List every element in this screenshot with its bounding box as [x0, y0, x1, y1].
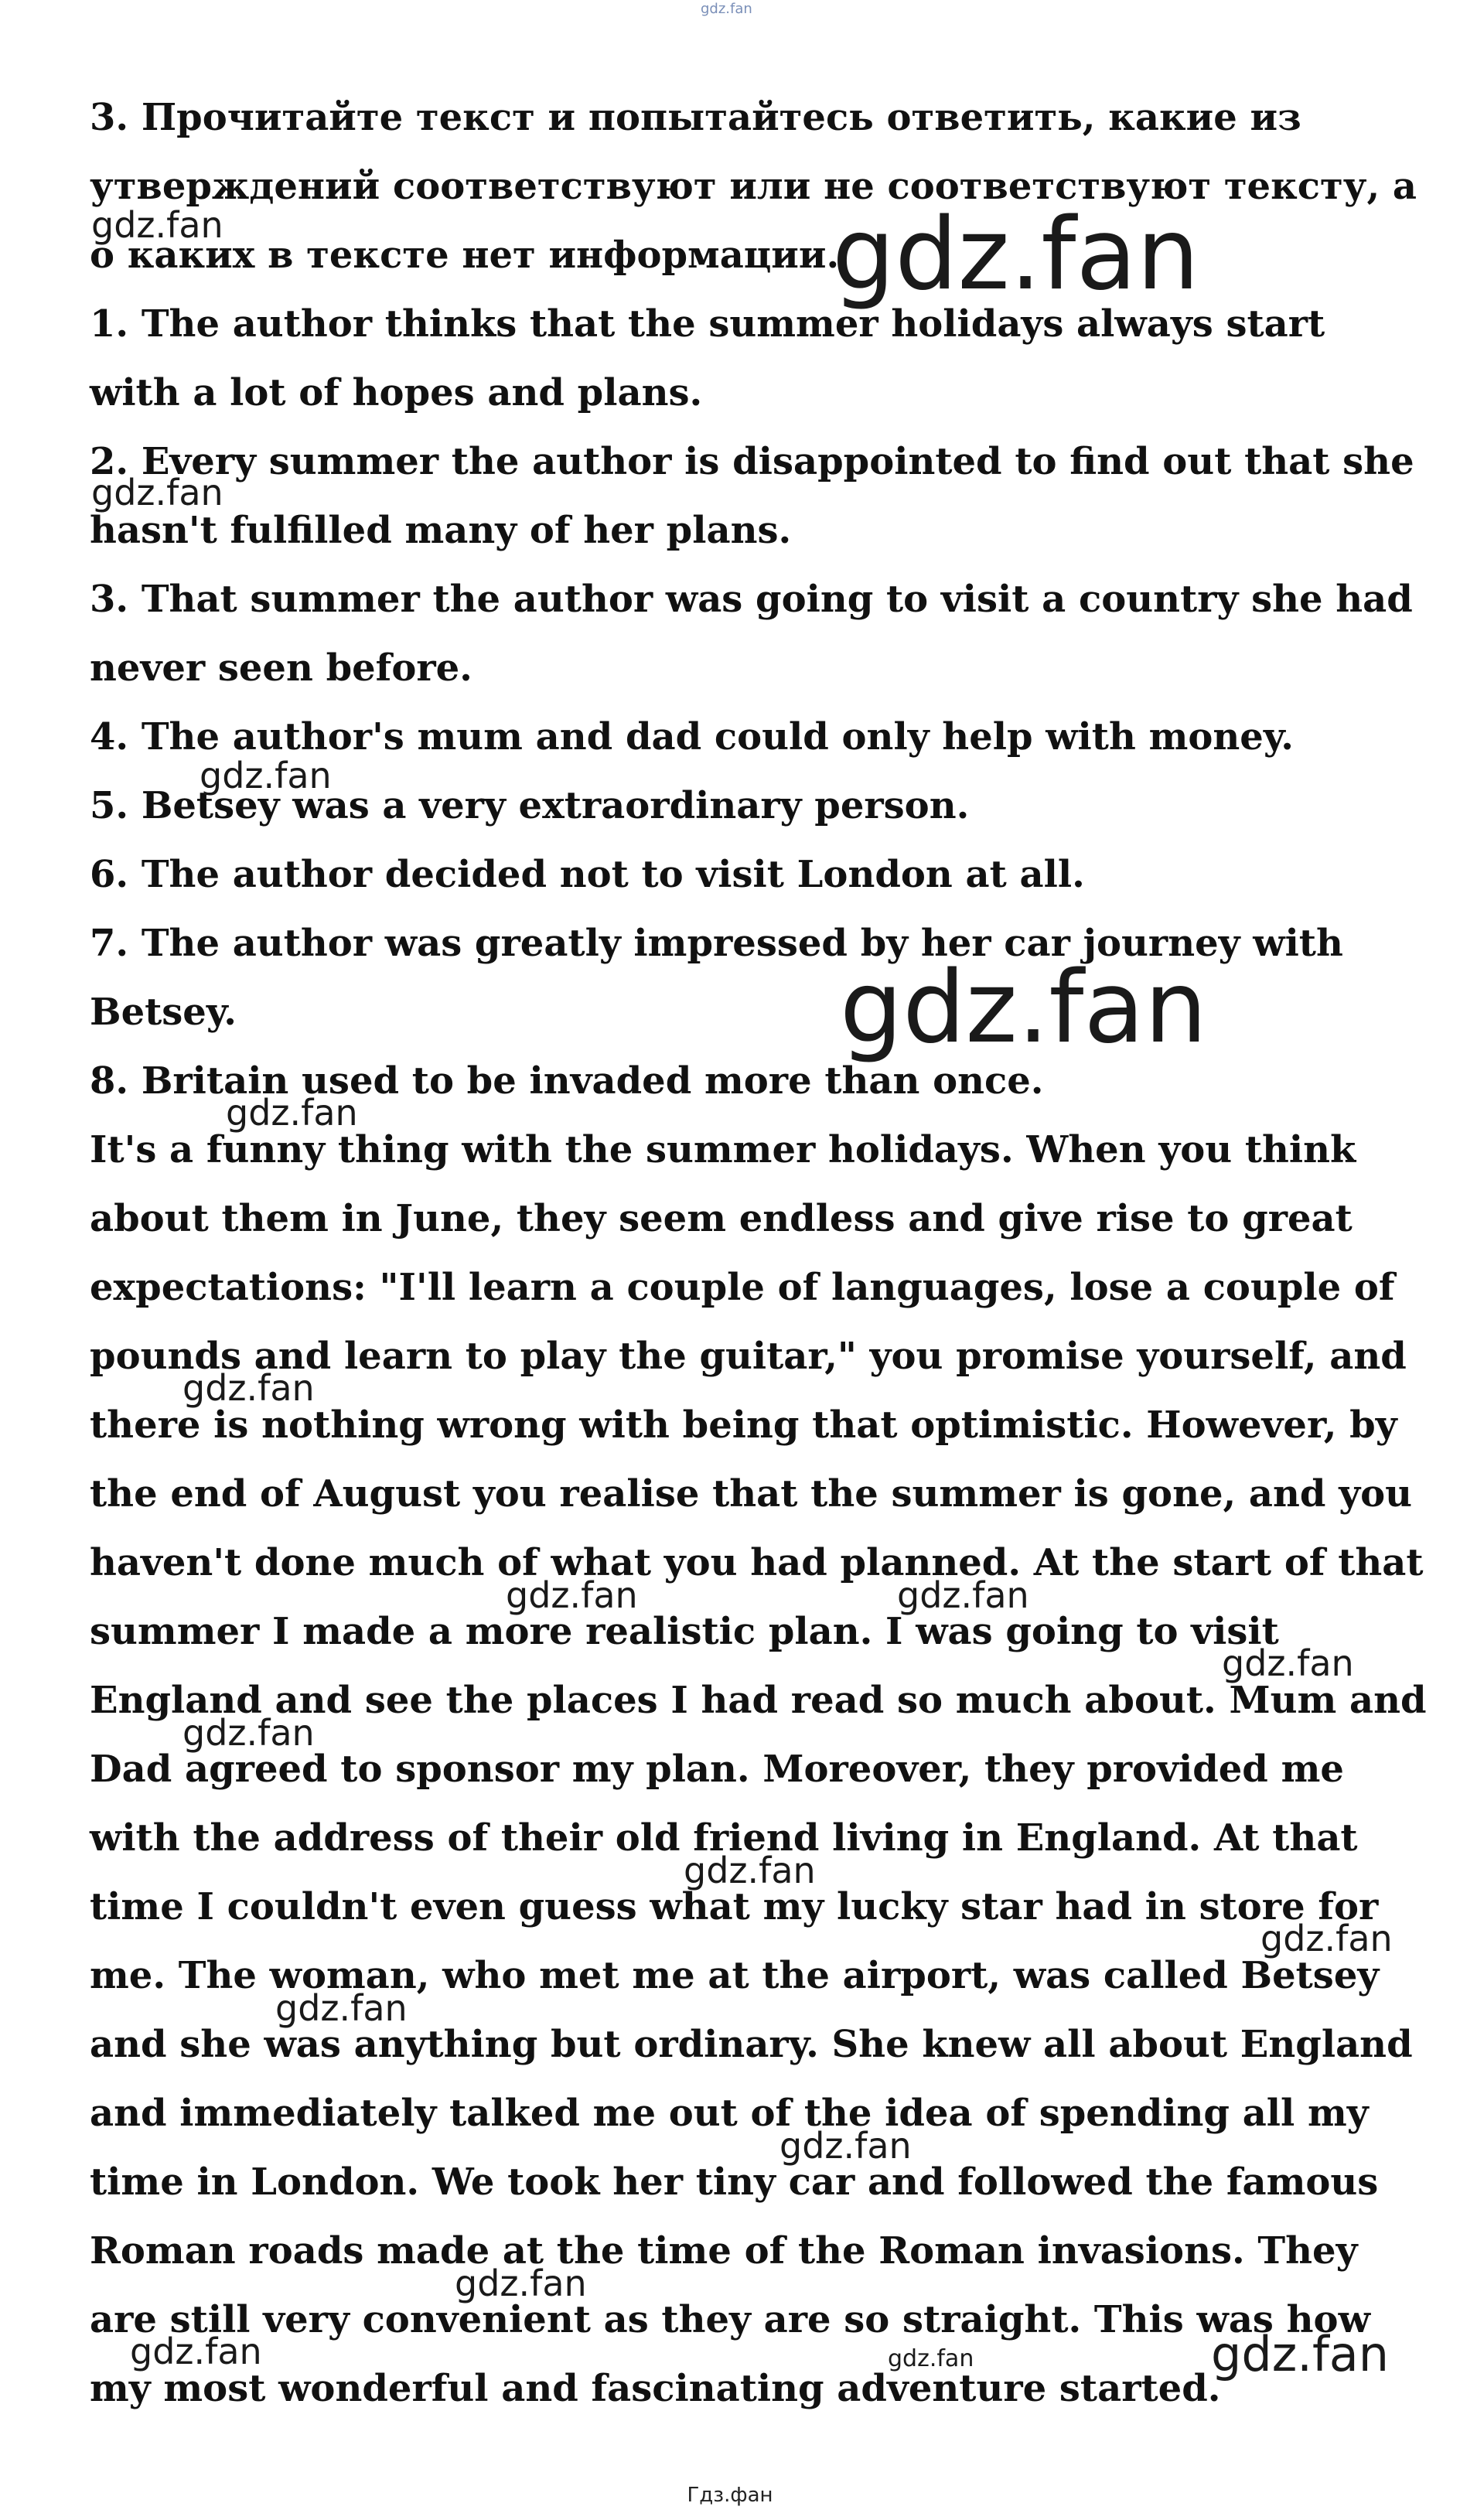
passage-line: me. The woman, who met me at the airport, was called Betsey	[90, 1954, 1380, 1997]
watermark: gdz.fan	[91, 204, 223, 246]
watermark: gdz.fan	[275, 1987, 408, 2029]
watermark: gdz.fan	[455, 2263, 587, 2304]
passage-line: my most wonderful and fascinating adventure started.	[90, 2367, 1221, 2410]
passage-line: expectations: "I'll learn a couple of languages, lose a couple of	[90, 1266, 1395, 1309]
statement-line: 6. The author decided not to visit London at all.	[90, 853, 1085, 896]
task-line: о каких в тексте нет информации.	[90, 234, 840, 277]
header-watermark: gdz.fan	[701, 1, 752, 17]
watermark: gdz.fan	[506, 1574, 638, 1616]
passage-line: pounds and learn to play the guitar," you promise yourself, and	[90, 1335, 1407, 1378]
statement-line: 5. Betsey was a very extraordinary person.	[90, 784, 970, 827]
watermark: gdz.fan	[1260, 1918, 1393, 1959]
watermark: gdz.fan	[91, 472, 223, 513]
watermark: gdz.fan	[897, 1574, 1029, 1616]
watermark: gdz.fan	[182, 1367, 315, 1409]
statement-line: never seen before.	[90, 646, 472, 690]
watermark: gdz.fan	[832, 197, 1199, 312]
passage-line: haven't done much of what you had planned. At the start of that	[90, 1541, 1424, 1584]
watermark: gdz.fan	[779, 2125, 912, 2167]
statement-line: 1. The author thinks that the summer holidays always start	[90, 302, 1325, 346]
passage-line: Roman roads made at the time of the Roman invasions. They	[90, 2229, 1358, 2273]
statement-line: hasn't fulfilled many of her plans.	[90, 509, 792, 552]
passage-line: England and see the places I had read so much about. Mum and	[90, 1679, 1427, 1722]
task-line: 3. Прочитайте текст и попытайтесь ответить, какие из	[90, 96, 1301, 139]
watermark: gdz.fan	[200, 755, 332, 796]
watermark: gdz.fan	[182, 1712, 315, 1754]
passage-line: It's a funny thing with the summer holidays. When you think	[90, 1128, 1356, 1171]
task-line: утверждений соответствуют или не соответствуют тексту, а	[90, 165, 1417, 208]
passage-line: with the address of their old friend living in England. At that	[90, 1816, 1358, 1860]
watermark: gdz.fan	[840, 950, 1207, 1066]
watermark: gdz.fan	[888, 2345, 974, 2372]
watermark: gdz.fan	[130, 2331, 262, 2372]
statement-line: 3. That summer the author was going to visit a country she had	[90, 578, 1413, 621]
statement-line: 7. The author was greatly impressed by her car journey with	[90, 922, 1343, 965]
watermark: gdz.fan	[684, 1850, 816, 1891]
passage-line: about them in June, they seem endless and give rise to great	[90, 1197, 1353, 1240]
watermark: gdz.fan	[1211, 2326, 1390, 2382]
passage-line: the end of August you realise that the summer is gone, and you	[90, 1472, 1412, 1516]
passage-line: and she was anything but ordinary. She knew all about England	[90, 2023, 1413, 2066]
statement-line: 4. The author's mum and dad could only help with money.	[90, 715, 1294, 759]
statement-line: Betsey.	[90, 991, 237, 1034]
watermark: gdz.fan	[226, 1092, 358, 1134]
passage-line: there is nothing wrong with being that optimistic. However, by	[90, 1403, 1397, 1447]
statement-line: 8. Britain used to be invaded more than once.	[90, 1059, 1044, 1103]
page-footer: Гдз.фан	[687, 2484, 773, 2507]
passage-line: time I couldn't even guess what my lucky star had in store for	[90, 1885, 1379, 1928]
statement-line: 2. Every summer the author is disappointed to find out that she	[90, 440, 1414, 483]
passage-line: and immediately talked me out of the idea of spending all my	[90, 2092, 1369, 2135]
statement-line: with a lot of hopes and plans.	[90, 371, 703, 414]
passage-line: time in London. We took her tiny car and followed the famous	[90, 2160, 1379, 2204]
watermark: gdz.fan	[1222, 1642, 1354, 1684]
passage-line: Dad agreed to sponsor my plan. Moreover, they provided me	[90, 1748, 1344, 1791]
passage-line: summer I made a more realistic plan. I was going to visit	[90, 1610, 1279, 1653]
passage-line: are still very convenient as they are so straight. This was how	[90, 2298, 1370, 2341]
